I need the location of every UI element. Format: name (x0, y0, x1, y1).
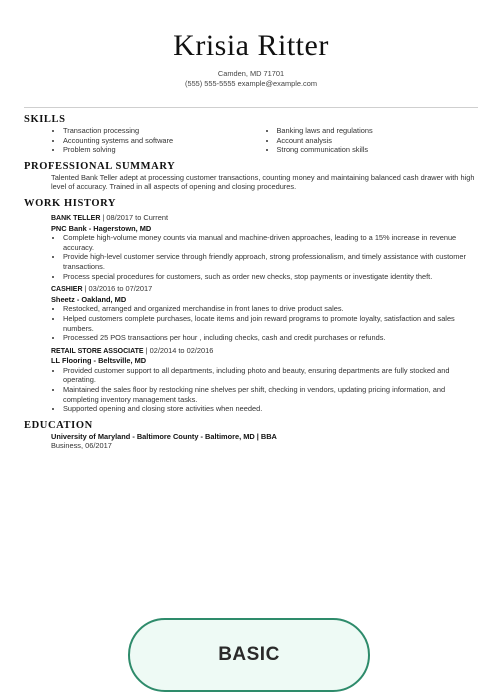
resume-document (24, 0, 478, 451)
education-degree: Business, 06/2017 (51, 441, 112, 451)
job-bullet: • Processed 25 POS transactions per hour , including checks, cash and credit purchases or refunds. (63, 333, 478, 343)
job-header (51, 346, 478, 357)
job-bullet: • Restocked, arranged and organized merchandise in front lanes to drive product sales. (63, 304, 478, 314)
job-bullet: • Complete high-volume money counts via manual and machine-driven approaches, leading to a 15% increase in revenue accuracy. (63, 233, 478, 252)
job-bullets (51, 304, 478, 342)
skill-item: • Banking laws and regulations (277, 126, 479, 136)
skills-column-right (265, 126, 479, 155)
skills-column-left (51, 126, 265, 155)
job-title: CASHIER (51, 286, 83, 294)
skill-item: • Accounting systems and software (63, 136, 265, 146)
job-bullet: • Helped customers complete purchases, locate items and join reward programs to promote loyalty, satisfaction and sales numbers. (63, 314, 478, 333)
contact-address: Camden, MD 71701 (217, 69, 285, 78)
job-title: RETAIL STORE ASSOCIATE (51, 347, 144, 355)
job-bullet: • Supported opening and closing store activities when needed. (63, 404, 478, 414)
job-entry (24, 213, 478, 281)
job-bullets (51, 233, 478, 281)
job-bullet: • Provide high-level customer service through friendly approach, strong professionalism, and timely assistance with customer transactions. (63, 252, 478, 271)
education-heading: EDUCATION (24, 419, 93, 431)
job-company: Sheetz - Oakland, MD (51, 294, 127, 304)
job-dates: | 02/2014 to 02/2016 (143, 345, 214, 355)
skill-item: • Transaction processing (63, 126, 265, 136)
work-history-heading: WORK HISTORY (24, 197, 117, 209)
job-header (51, 284, 478, 295)
job-dates: | 08/2017 to Current (100, 212, 169, 222)
skill-item: • Account analysis (277, 136, 479, 146)
summary-text: Talented Bank Teller adept at processing customer transactions, counting money and maintaining balanced cash drawer with high level of accuracy. Trained in all aspects of opening and closing procedures. (51, 172, 475, 192)
summary-heading: PROFESSIONAL SUMMARY (24, 160, 176, 172)
job-company: LL Flooring - Beltsville, MD (51, 356, 147, 366)
education-school: University of Maryland - Baltimore County - Baltimore, MD | BBA (51, 431, 277, 441)
contact-phone-email: (555) 555-5555 example@example.com (185, 79, 317, 88)
skills-list (24, 126, 478, 155)
job-bullets (51, 366, 478, 414)
job-company: PNC Bank - Hagerstown, MD (51, 223, 152, 233)
job-bullet: • Provided customer support to all departments, including photo and beauty, ensuring departments are fully stocked and operating. (63, 366, 478, 385)
job-bullet: • Process special procedures for customers, such as order new checks, stop payments or investigate identity theft. (63, 272, 478, 282)
header-divider (24, 107, 478, 108)
candidate-name: Krisia Ritter (173, 29, 329, 62)
job-bullet: • Maintained the sales floor by restocking nine shelves per shift, checking in vendors, updating pricing information, and completing inventory management tasks. (63, 385, 478, 404)
skill-item: • Strong communication skills (277, 145, 479, 155)
job-dates: | 03/2016 to 07/2017 (82, 284, 153, 294)
job-entry (24, 346, 478, 414)
basic-template-button[interactable]: BASIC (128, 618, 370, 692)
job-header (51, 213, 478, 224)
job-entry (24, 284, 478, 343)
education-entry (24, 432, 478, 451)
skills-heading: SKILLS (24, 114, 66, 125)
job-title: BANK TELLER (51, 214, 101, 222)
skill-item: • Problem solving (63, 145, 265, 155)
